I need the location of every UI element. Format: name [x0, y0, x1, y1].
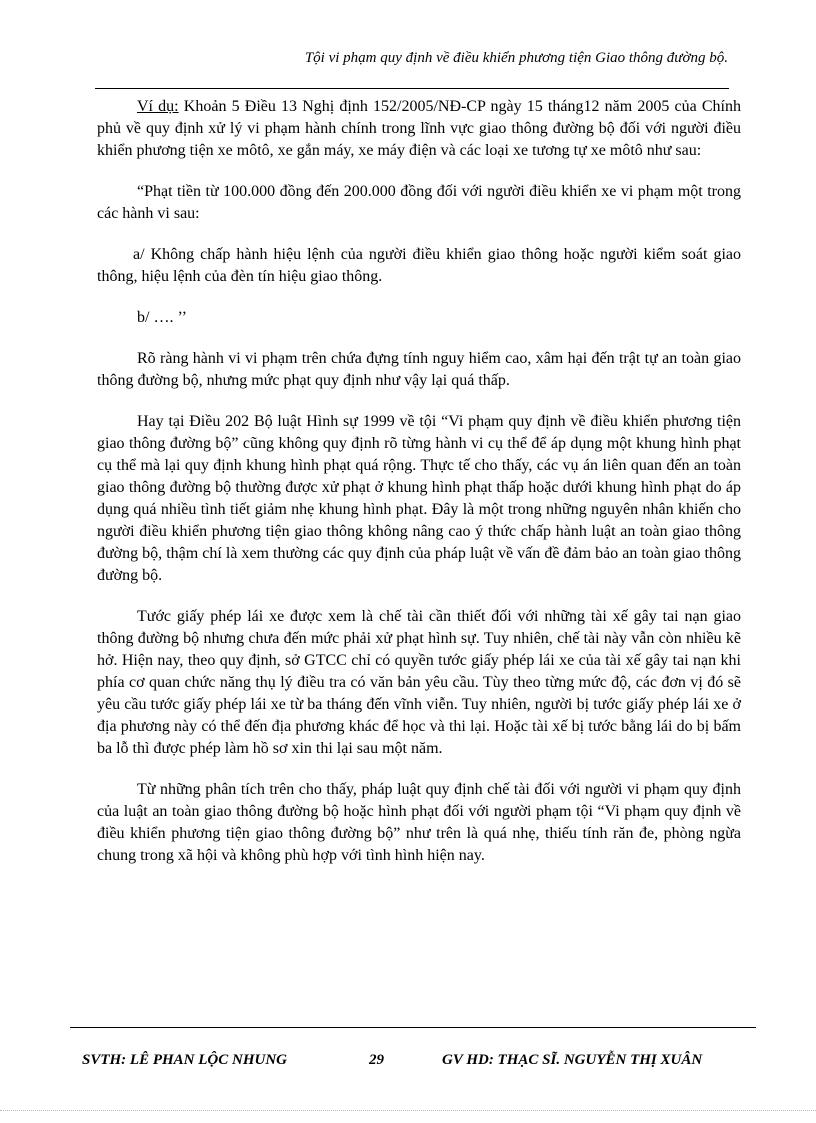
- example-text: Khoản 5 Điều 13 Nghị định 152/2005/NĐ-CP ngày 15 tháng12 năm 2005 của Chính phủ về quy định xử lý vi phạm hành chính trong lĩnh vực giao thông đường bộ đối với người điều khiển phương tiện xe môtô, xe gắn máy, xe máy điện và các loại xe tương tự xe môtô như sau:: [97, 98, 741, 159]
- quote-intro: “Phạt tiền từ 100.000 đồng đến 200.000 đồng đối với người điều khiển xe vi phạm một trong các hành vi sau:: [97, 183, 741, 222]
- page-number: 29: [369, 1052, 384, 1068]
- header-divider: [95, 88, 729, 89]
- paragraph-2: Hay tại Điều 202 Bộ luật Hình sự 1999 về tội “Vi phạm quy định về điều khiển phương tiện giao thông đường bộ” cũng không quy định rõ từng hành vi cụ thể để áp dụng một khung hình phạt cụ thể mà lại quy định khung hình phạt quá rộng. Thực tế cho thấy, các vụ án liên quan đến an toàn giao thông đường bộ thường được xử phạt ở khung hình phạt thấp hoặc dưới khung hình phạt do áp dụng quá nhiều tình tiết giảm nhẹ khung hình phạt. Đây là một trong những nguyên nhân khiến cho người điều khiển phương tiện giao thông không nâng cao ý thức chấp hành luật an toàn giao thông đường bộ, thậm chí là xem thường các quy định của pháp luật về vấn đề đảm bảo an toàn giao thông đường bộ.: [97, 413, 741, 584]
- page-bottom-edge: [0, 1110, 816, 1111]
- paragraph-1: Rõ ràng hành vi vi phạm trên chứa đựng tính nguy hiểm cao, xâm hại đến trật tự an toàn giao thông đường bộ, nhưng mức phạt quy định như vậy lại quá thấp.: [97, 350, 741, 389]
- footer-divider: [70, 1027, 756, 1028]
- footer-advisor: GV HD: THẠC SĨ. NGUYỄN THỊ XUÂN: [442, 1052, 703, 1068]
- quote-item-a: a/ Không chấp hành hiệu lệnh của người điều khiển giao thông hoặc người kiểm soát giao thông, hiệu lệnh của đèn tín hiệu giao thông.: [97, 246, 741, 285]
- quote-item-b: b/ …. ’’: [137, 309, 187, 326]
- paragraph-3: Tước giấy phép lái xe được xem là chế tài cần thiết đối với những tài xế gây tai nạn giao thông đường bộ nhưng chưa đến mức phải xử phạt hình sự. Tuy nhiên, chế tài này vẫn còn nhiều kẽ hở. Hiện nay, theo quy định, sở GTCC chỉ có quyền tước giấy phép lái xe của tài xế gây tai nạn khi phía cơ quan chức năng thụ lý điều tra có văn bản yêu cầu. Tùy theo từng mức độ, các đơn vị đó sẽ yêu cầu tước giấy phép lái xe từ ba tháng đến vĩnh viễn. Tuy nhiên, người bị tước giấy phép lái xe ở địa phương này có thể đến địa phương khác để học và thi lại. Hoặc tài xế bị tước bằng lái do bị bấm ba lỗ thì được phép làm hồ sơ xin thi lại sau một năm.: [97, 608, 741, 757]
- example-paragraph: [97, 96, 741, 162]
- document-body: [97, 96, 741, 886]
- example-label: Ví dụ:: [137, 98, 179, 115]
- running-header: Tội vi phạm quy định về điều khiển phương tiện Giao thông đường bộ.: [304, 50, 728, 66]
- footer-student: SVTH: LÊ PHAN LỘC NHUNG: [82, 1052, 288, 1068]
- paragraph-4: Từ những phân tích trên cho thấy, pháp luật quy định chế tài đối với người vi phạm quy định của luật an toàn giao thông đường bộ hoặc hình phạt đối với người phạm tội “Vi phạm quy định về điều khiển phương tiện giao thông đường bộ” như trên là quá nhẹ, thiếu tính răn đe, phòng ngừa chung trong xã hội và không phù hợp với tình hình hiện nay.: [97, 781, 741, 864]
